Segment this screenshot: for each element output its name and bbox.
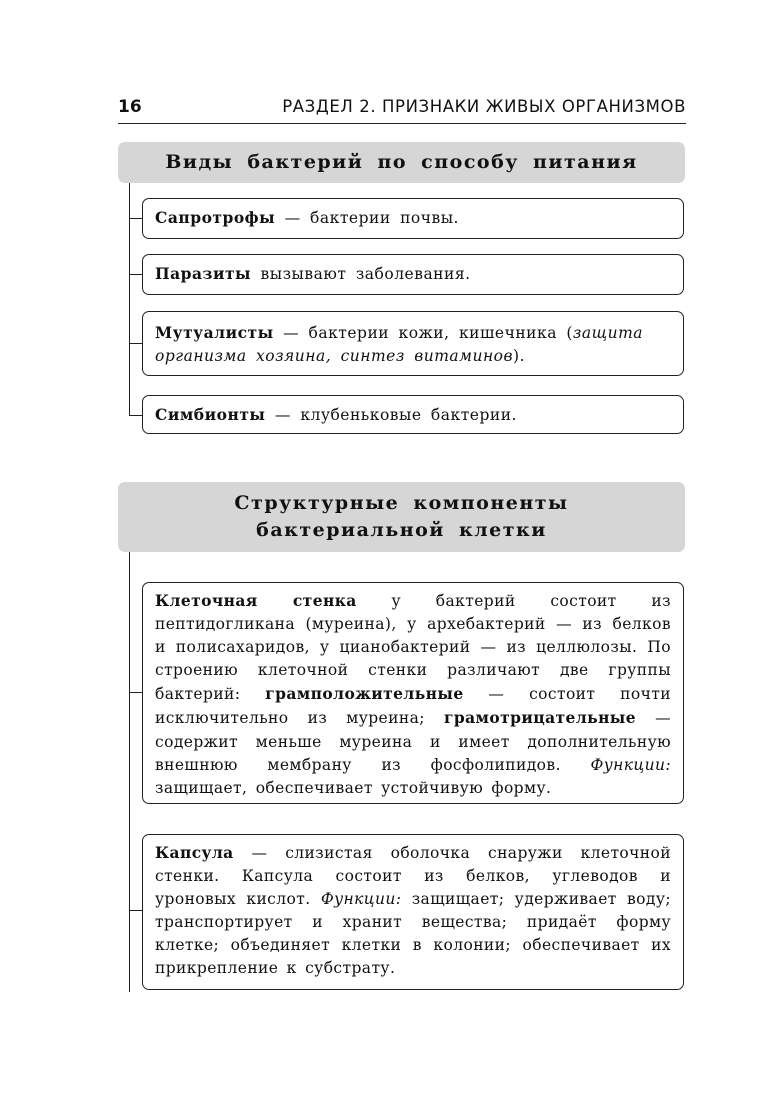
text: защищает; удерживает воду; транспортирует и хранит вещества; придаёт форму клетке; объединяет клетки в колонии; обеспечивает их прикрепление к субстрату. (155, 890, 671, 978)
functions-label: Функции: (590, 755, 671, 774)
connector (129, 692, 142, 693)
functions-label: Функции: (320, 890, 402, 909)
italic-note: защита организма хозяина, синтез витаминов (155, 324, 644, 365)
connector (129, 218, 142, 219)
mutualists-box (142, 311, 684, 376)
description: — бактерии кожи, кишечника ( (273, 324, 573, 342)
section1-title: Виды бактерий по способу питания (118, 142, 685, 183)
saprotrophs-box (142, 198, 684, 239)
text: — слизистая оболочка снаружи клеточной стенки. Капсула состоит из белков, углеводов и уроновых кислот. (155, 844, 671, 909)
term: грамположительные (265, 684, 464, 704)
term: Мутуалисты (155, 323, 274, 342)
connector (129, 415, 142, 416)
description: — бактерии почвы. (275, 209, 459, 227)
term: Паразиты (155, 264, 252, 283)
term: Симбионты (155, 405, 266, 424)
page-number: 16 (118, 97, 142, 117)
section2-title (118, 482, 685, 552)
term: Клеточная стенка (155, 591, 357, 610)
text: у бактерий состоит из пептидогликана (муреина), у архебактерий — из белков и полисахаридов, у цианобактерий — из целлюлозы. По строению клеточной стенки различают две группы бактерий: (155, 592, 671, 704)
section2-title-line1: Структурные компоненты (234, 492, 569, 514)
parasites-box (142, 254, 684, 295)
section2-title-line2: бактериальной клетки (256, 519, 547, 541)
connector (129, 910, 142, 911)
symbionts-box (142, 395, 684, 434)
capsule-box (142, 834, 684, 990)
description: вызывают заболевания. (251, 265, 471, 283)
text: защищает, обеспечивает устойчивую форму. (155, 778, 552, 797)
description: — клубеньковые бактерии. (265, 406, 517, 424)
page-header (118, 93, 686, 124)
text: — состоит почти исключительно из муреина; (155, 685, 671, 728)
term: Капсула (155, 843, 234, 862)
section2-bracket (129, 552, 130, 992)
closing: ). (513, 347, 526, 365)
connector (129, 343, 142, 344)
term: Сапротрофы (155, 208, 276, 227)
text: — содержит меньше муреина и имеет дополнительную внешнюю мембрану из фосфолипидов. (155, 709, 671, 774)
term: грамотрицательные (443, 708, 637, 728)
running-title: РАЗДЕЛ 2. ПРИЗНАКИ ЖИВЫХ ОРГАНИЗМОВ (282, 97, 686, 116)
cell-wall-box (142, 582, 684, 804)
connector (129, 274, 142, 275)
